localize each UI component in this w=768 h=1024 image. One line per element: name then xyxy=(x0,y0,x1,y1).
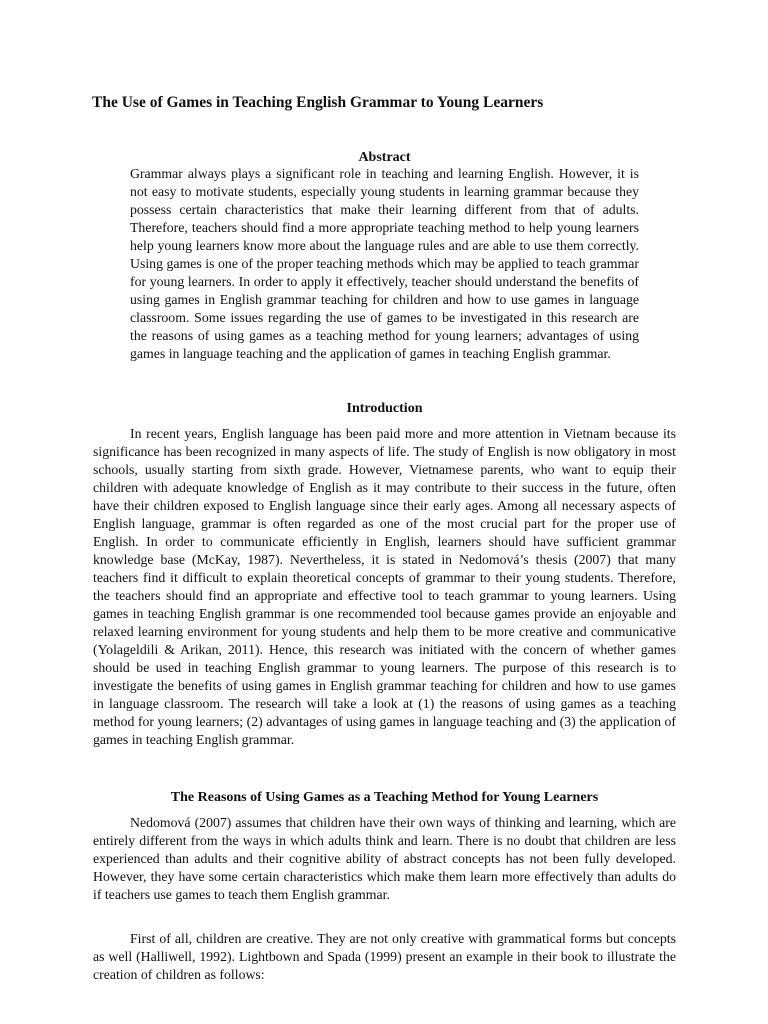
abstract-heading: Abstract xyxy=(358,150,411,165)
introduction-paragraph: In recent years, English language has been paid more and more attention in Vietnam because its significance has been recognized in many aspects of life. The study of English is now obligatory in most schools, usually starting from sixth grade. However, Vietnamese parents, who want to equip their children with adequate knowledge of English as it may contribute to their success in the future, often have their children exposed to English language since their early ages. Among all necessary aspects of English language, grammar is often regarded as one of the most crucial part for the proper use of English. In order to communicate efficiently in English, learners should have sufficient grammar knowledge base (McKay, 1987). Nevertheless, it is stated in Nedomová’s thesis (2007) that many teachers find it difficult to explain theoretical concepts of grammar to their young students. Therefore, the teachers should find an appropriate and effective tool to teach grammar to young learners. Using games in teaching English grammar is one recommended tool because games provide an enjoyable and relaxed learning environment for young students and help them to be more creative and communicative (Yolageldili & Arikan, 2011). Hence, this research was initiated with the concern of whether games should be used in teaching English grammar to young learners. The purpose of this research is to investigate the benefits of using games in English grammar teaching for children and how to use games in language classroom. The research will take a look at (1) the reasons of using games as a teaching method for young learners; (2) advantages of using games in language teaching and (3) the application of games in teaching English grammar. xyxy=(93,426,676,747)
reasons-paragraph-1: Nedomová (2007) assumes that children have their own ways of thinking and learning, which are entirely different from the ways in which adults think and learn. There is no doubt that children are less experienced than adults and their cognitive ability of abstract concepts has not been fully developed. However, they have some certain characteristics which make them learn more effectively than adults do if teachers use games to teach them English grammar. xyxy=(93,815,676,902)
paper-title: The Use of Games in Teaching English Grammar to Young Learners xyxy=(92,94,544,111)
introduction-heading: Introduction xyxy=(346,401,423,416)
reasons-heading: The Reasons of Using Games as a Teaching Method for Young Learners xyxy=(170,790,599,805)
reasons-paragraph-2: First of all, children are creative. They are not only creative with grammatical forms but concepts as well (Halliwell, 1992). Lightbown and Spada (1999) present an example in their book to illustrate the creation of children as follows: xyxy=(93,931,676,982)
abstract-paragraph: Grammar always plays a significant role in teaching and learning English. However, it is not easy to motivate students, especially young students in learning grammar because they possess certain characteristics that make their learning different from that of adults. Therefore, teachers should find a more appropriate teaching method to help young learners help young learners know more about the language rules and are able to use them correctly. Using games is one of the proper teaching methods which may be applied to teach grammar for young learners. In order to apply it effectively, teacher should understand the benefits of using games in English grammar teaching for children and how to use games in language classroom. Some issues regarding the use of games to be investigated in this research are the reasons of using games as a teaching method for young learners; advantages of using games in language teaching and the application of games in teaching English grammar. xyxy=(130,166,639,361)
